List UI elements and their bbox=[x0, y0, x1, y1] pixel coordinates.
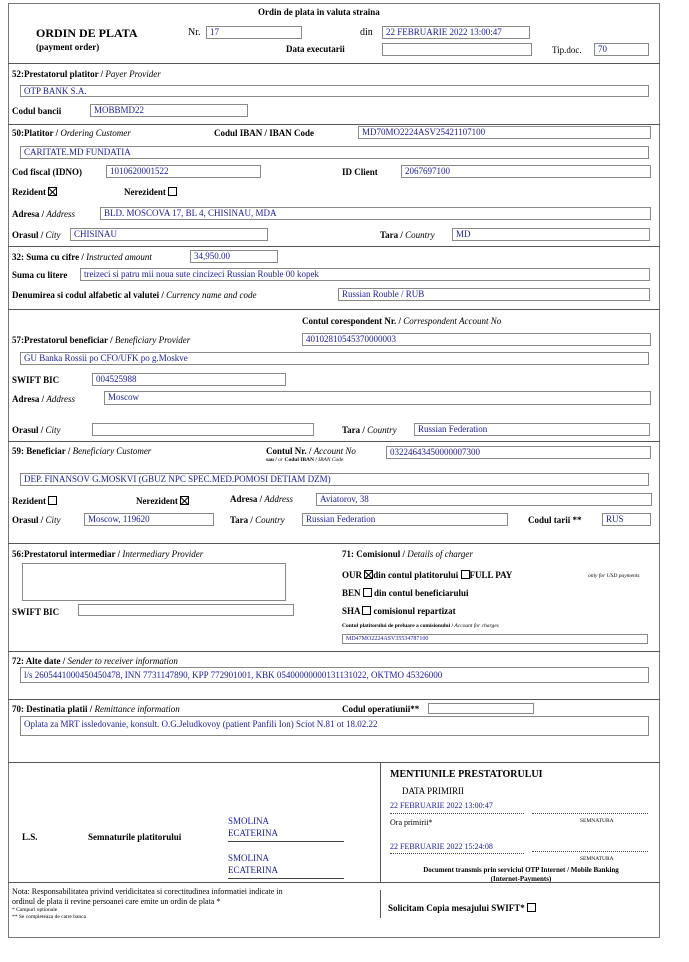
beneficiary-provider-country-label: Tara / Country bbox=[342, 425, 397, 435]
form-subtitle: (payment order) bbox=[36, 42, 100, 52]
client-id-label: ID Client bbox=[342, 167, 378, 177]
charges-full-pay-checkbox[interactable] bbox=[461, 570, 470, 579]
charges-our-option: OUR din contul platitorului FULL PAY bbox=[342, 570, 513, 580]
amount-label: 32: Suma cu cifre / Instructed amount bbox=[12, 252, 152, 262]
ls-label: L.S. bbox=[22, 832, 38, 842]
full-pay-note: only for USD payments bbox=[588, 573, 640, 579]
beneficiary-country-label: Tara / Country bbox=[230, 515, 285, 525]
intermediary-swift-field[interactable] bbox=[78, 604, 294, 616]
beneficiary-nonresident-checkbox[interactable] bbox=[180, 496, 189, 505]
fiscal-code-field[interactable]: 1010620001522 bbox=[106, 165, 261, 178]
signer-1-line-1: SMOLINA bbox=[228, 816, 270, 826]
payer-country-field[interactable]: MD bbox=[452, 228, 650, 241]
beneficiary-name-field[interactable]: DEP. FINANSOV G.MOSKVI (GBUZ NPC SPEC.MED.POMOSI DETIAM DZM) bbox=[20, 473, 649, 486]
beneficiary-provider-address-field[interactable]: Moscow bbox=[104, 391, 651, 405]
receipt-time-value: 22 FEBRUARIE 2022 15:24:08 bbox=[390, 842, 493, 851]
nr-field[interactable]: 17 bbox=[206, 26, 302, 39]
client-id-field[interactable]: 2067697100 bbox=[401, 165, 651, 178]
payer-resident-option: Rezident bbox=[12, 187, 57, 197]
beneficiary-city-label: Orasul / City bbox=[12, 515, 61, 525]
receipt-time-label: Ora primirii* bbox=[390, 818, 433, 827]
swift-copy-checkbox[interactable] bbox=[527, 903, 536, 912]
intermediary-swift-label: SWIFT BIC bbox=[12, 607, 60, 617]
receipt-date-value: 22 FEBRUARIE 2022 13:00:47 bbox=[390, 801, 493, 810]
correspondent-account-label: Contul corespondent Nr. / Correspondent Account No bbox=[302, 316, 502, 326]
beneficiary-swift-field[interactable]: 004525988 bbox=[92, 373, 286, 386]
bank-code-label: Codul bancii bbox=[12, 106, 62, 116]
intermediary-field[interactable] bbox=[22, 563, 286, 601]
footer-note-3: * Campuri optionale bbox=[12, 907, 58, 913]
beneficiary-swift-label: SWIFT BIC bbox=[12, 375, 60, 385]
iban-label: Codul IBAN / IBAN Code bbox=[214, 128, 315, 138]
payer-city-label: Orasul / City bbox=[12, 230, 61, 240]
signature-line-1 bbox=[532, 813, 648, 814]
currency-field[interactable]: Russian Rouble / RUB bbox=[338, 288, 650, 301]
form-top-title: Ordin de plata in valuta straina bbox=[258, 7, 380, 17]
payer-resident-checkbox[interactable] bbox=[48, 187, 57, 196]
bank-code-field[interactable]: MOBBMD22 bbox=[90, 104, 248, 117]
beneficiary-city-field[interactable]: Moscow, 119620 bbox=[84, 513, 214, 526]
iban-field[interactable]: MD70MO2224ASV25421107100 bbox=[358, 126, 651, 139]
amount-field[interactable]: 34,950.00 bbox=[190, 250, 278, 263]
fiscal-code-label: Cod fiscal (IDNO) bbox=[12, 167, 82, 177]
divider bbox=[8, 762, 660, 763]
payer-address-field[interactable]: BLD. MOSCOVA 17, BL 4, CHISINAU, MDA bbox=[100, 207, 651, 220]
signer-1-line bbox=[228, 841, 344, 842]
signature-1-label: SEMNATURA bbox=[580, 818, 614, 824]
divider bbox=[8, 63, 660, 64]
signature-line-2 bbox=[532, 851, 648, 852]
exec-date-label: Data executarii bbox=[286, 44, 345, 54]
charges-sha-checkbox[interactable] bbox=[362, 606, 371, 615]
receipt-date-label: DATA PRIMIRII bbox=[402, 786, 465, 796]
beneficiary-provider-country-field[interactable]: Russian Federation bbox=[414, 423, 650, 436]
other-info-label: 72: Alte date / Sender to receiver information bbox=[12, 656, 178, 666]
other-info-field[interactable]: l/s 2605441000450450478, INN 7731147890, KPP 772901001, KBK 05400000000131131022, OKTMO 45326000 bbox=[20, 667, 649, 683]
divider bbox=[380, 762, 381, 882]
charges-label: 71: Comisionul / Details of charger bbox=[342, 549, 473, 559]
divider bbox=[8, 441, 660, 442]
beneficiary-address-label: Adresa / Address bbox=[230, 494, 294, 504]
footer-note-4: ** Se completeaza de catre banca bbox=[12, 914, 87, 920]
nr-label: Nr. bbox=[188, 27, 201, 38]
beneficiary-provider-label: 57:Prestatorul beneficiar / Beneficiary Provider bbox=[12, 335, 191, 345]
operation-code-field[interactable] bbox=[428, 703, 534, 714]
receipt-time-line bbox=[390, 853, 524, 854]
payer-city-field[interactable]: CHISINAU bbox=[70, 228, 268, 241]
divider bbox=[8, 651, 660, 652]
correspondent-account-field[interactable]: 40102810545370000003 bbox=[302, 333, 651, 346]
payer-nonresident-option: Nerezident bbox=[124, 187, 177, 197]
divider bbox=[380, 890, 381, 918]
beneficiary-account-sublabel: sau / or Codul IBAN / IBAN Code bbox=[266, 457, 344, 463]
din-label: din bbox=[360, 27, 373, 38]
date-field[interactable]: 22 FEBRUARIE 2022 13:00:47 bbox=[382, 26, 530, 39]
divider bbox=[8, 882, 660, 883]
charges-account-field[interactable]: MD47MO2224ASV35534787100 bbox=[342, 634, 648, 644]
beneficiary-address-field[interactable]: Aviatorov, 38 bbox=[316, 493, 652, 506]
beneficiary-provider-field[interactable]: GU Banka Rossii po CFO/UFK po g.Moskve bbox=[20, 352, 649, 365]
beneficiary-nonresident-option: Nerezident bbox=[136, 496, 189, 506]
beneficiary-account-label: Contul Nr. / Account No bbox=[266, 446, 356, 456]
beneficiary-country-field[interactable]: Russian Federation bbox=[302, 513, 508, 526]
beneficiary-resident-checkbox[interactable] bbox=[48, 496, 57, 505]
operation-code-label: Codul operatiunii** bbox=[342, 704, 420, 714]
country-code-label: Codul tarii ** bbox=[528, 515, 582, 525]
footer-note-1: Nota: Responsabilitatea privind veridicitatea si corectitudinea informatiei indicate in bbox=[12, 887, 283, 896]
divider bbox=[8, 309, 660, 310]
receipt-date-line bbox=[390, 813, 524, 814]
amount-words-field[interactable]: treizeci si patru mii noua sute cincizeci Russian Rouble 00 kopek bbox=[80, 268, 650, 281]
divider bbox=[8, 543, 660, 544]
charges-ben-option: BEN din contul beneficiarului bbox=[342, 588, 469, 598]
signer-2-line bbox=[228, 878, 344, 879]
transmit-note-2: (Internet-Payments) bbox=[490, 875, 552, 883]
footer-note-2: ordinul de plata ii revine persoanei care emite un ordin de plata * bbox=[12, 897, 221, 906]
form-frame bbox=[8, 3, 660, 938]
beneficiary-resident-option: Rezident bbox=[12, 496, 57, 506]
payer-address-label: Adresa / Address bbox=[12, 209, 76, 219]
signer-2-line-2: ECATERINA bbox=[228, 865, 278, 875]
exec-date-field[interactable] bbox=[382, 43, 532, 56]
charges-our-checkbox[interactable] bbox=[364, 570, 373, 579]
divider bbox=[8, 699, 660, 700]
divider bbox=[8, 124, 660, 125]
charges-ben-checkbox[interactable] bbox=[363, 588, 372, 597]
currency-label: Denumirea si codul alfabetic al valutei / Currency name and code bbox=[12, 290, 257, 300]
charges-account-label: Contul platitorului de preluare a comisionului / Account for charges bbox=[342, 623, 499, 629]
beneficiary-provider-address-label: Adresa / Address bbox=[12, 394, 76, 404]
signature-2-label: SEMNATURA bbox=[580, 856, 614, 862]
swift-copy-option: Solicitam Copia mesajului SWIFT* bbox=[388, 903, 536, 913]
transmit-note-1: Document transmis prin serviciul OTP Internet / Mobile Banking bbox=[423, 866, 619, 874]
purpose-field[interactable]: Oplata za MRT issledovanie, konsult. O.G.Jeludkovoy (patient Panfili Ion) Sciot N.81 ot 18.02.22 bbox=[20, 716, 649, 736]
provider-notes-title: MENTIUNILE PRESTATORULUI bbox=[390, 769, 543, 780]
charges-sha-option: SHA comisionul repartizat bbox=[342, 606, 456, 616]
payer-name-field[interactable]: CARITATE.MD FUNDATIA bbox=[20, 146, 649, 159]
tipdoc-label: Tip.doc. bbox=[552, 45, 582, 55]
beneficiary-provider-city-field[interactable] bbox=[92, 423, 314, 436]
payer-country-label: Tara / Country bbox=[380, 230, 435, 240]
purpose-label: 70: Destinatia platii / Remittance information bbox=[12, 704, 180, 714]
intermediary-label: 56:Prestatorul intermediar / Intermediary Provider bbox=[12, 549, 204, 559]
payer-provider-field[interactable]: OTP BANK S.A. bbox=[20, 85, 649, 97]
beneficiary-account-field[interactable]: 03224643450000007300 bbox=[386, 446, 651, 459]
form-title: ORDIN DE PLATA bbox=[36, 26, 138, 40]
beneficiary-label: 59: Beneficiar / Beneficiary Customer bbox=[12, 446, 152, 456]
payer-nonresident-checkbox[interactable] bbox=[168, 187, 177, 196]
amount-words-label: Suma cu litere bbox=[12, 270, 68, 280]
tipdoc-field[interactable]: 70 bbox=[594, 43, 649, 56]
signer-1-line-2: ECATERINA bbox=[228, 828, 278, 838]
signer-2-line-1: SMOLINA bbox=[228, 853, 270, 863]
payer-provider-label: 52:Prestatorul platitor / Payer Provider bbox=[12, 69, 161, 79]
signatures-label: Semnaturile platitorului bbox=[88, 832, 182, 842]
payer-label: 50:Platitor / Ordering Customer bbox=[12, 128, 131, 138]
beneficiary-provider-city-label: Orasul / City bbox=[12, 425, 61, 435]
divider bbox=[8, 246, 660, 247]
country-code-field[interactable]: RUS bbox=[602, 513, 651, 526]
